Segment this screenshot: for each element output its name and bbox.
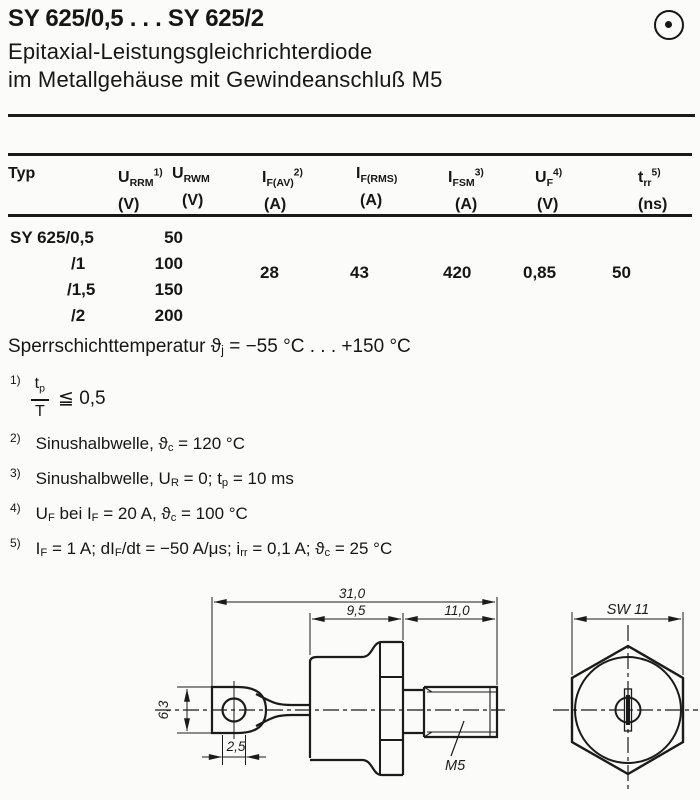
footnote-marker: 1)	[10, 373, 21, 387]
table-row-type: SY 625/0,5	[10, 228, 94, 247]
side-view	[155, 597, 505, 775]
subtitle-line-1: Epitaxial-Leistungsgleichrichterdiode	[8, 39, 373, 64]
hex-flange	[380, 643, 403, 774]
uf-value: 0,85	[523, 263, 557, 282]
table-row-type: /1	[71, 254, 86, 273]
urrm-value: 50	[164, 228, 183, 247]
thread-size-label: M5	[445, 758, 466, 774]
ifsm-value: 420	[443, 263, 472, 282]
footnote-3: $^{3)}$ Sinushalbwelle, $U_R = 0$; $t_p = 10$ ms	[10, 466, 294, 490]
package-drawing	[0, 585, 700, 800]
footnote-marker: 5)	[10, 536, 21, 550]
col-header-ifav: $I_{F(AV)}^{2)}$ (A)	[262, 168, 303, 214]
thread-leader-line	[451, 721, 464, 756]
diode-body	[310, 642, 403, 775]
col-header-trr: $t_{rr}^{5)}$ (ns)	[638, 168, 668, 214]
header-rule	[8, 114, 695, 117]
table-row-type: /1,5	[67, 280, 96, 299]
footnote-marker: 2)	[10, 431, 21, 445]
circled-dot-icon	[654, 10, 684, 40]
footnote-marker: 3)	[10, 466, 21, 480]
col-header-typ: Typ	[8, 165, 36, 182]
footnote-4: $^{4)}$ $U_F$ bei $I_F = 20$ A, $ϑ_c = 100$ °C	[10, 501, 248, 525]
footnote-5: $^{5)}$ $I_F = 1$ A; $dI_F/dt = -50$ A/μs; $i_{rr} = 0,1$ A; $ϑ_c = 25$ °C	[10, 536, 393, 560]
trr-value: 50	[612, 263, 631, 282]
urrm-value: 200	[154, 306, 183, 325]
dim-thread-length: 11,0	[444, 603, 470, 618]
col-header-ifsm: $I_{FSM}^{3)}$ (A)	[448, 168, 484, 214]
duty-cycle-fraction: $\frac{t_p}{T}$	[31, 374, 49, 421]
footnote-1: $^{1)}$ $\frac{t_p}{T}$ ≦ 0,5	[10, 373, 106, 421]
footnote-2: $^{2)}$ Sinushalbwelle, $ϑ_c = 120$ °C	[10, 431, 245, 455]
col-header-uf: $U_F^{4)}$ (V)	[535, 168, 563, 214]
threaded-stud	[403, 687, 497, 737]
ifrms-value: 43	[350, 263, 369, 282]
urrm-value: 150	[154, 280, 183, 299]
junction-temperature-line: Sperrschichttemperatur $ϑ_j = -55$ °C . . . +150 °C	[8, 336, 411, 358]
urrm-value: 100	[154, 254, 183, 273]
col-header-ifrms: $I_{F(RMS)}$ (A)	[356, 165, 398, 209]
dim-overall-length: 31,0	[338, 586, 366, 601]
end-view	[553, 612, 698, 793]
dim-body-length: 9,5	[346, 603, 366, 618]
dim-tab-height: 6,3	[156, 700, 171, 720]
col-header-urwm: $U_{RWM}$ (V)	[172, 165, 210, 209]
subtitle-line-2: im Metallgehäuse mit Gewindeanschluß M5	[8, 67, 443, 92]
page-title: SY 625/0,5 . . . SY 625/2	[8, 5, 264, 32]
footnote-marker: 4)	[10, 501, 21, 515]
table-row-type: /2	[71, 306, 86, 325]
table-rule-bottom	[8, 214, 692, 217]
dim-hole-diameter: 2,5	[226, 739, 246, 754]
ifav-value: 28	[260, 263, 279, 282]
wrench-size-label: SW 11	[606, 602, 650, 618]
table-rule-top	[8, 153, 692, 156]
col-header-urrm: $U_{RRM}^{1)}$ (V)	[118, 168, 163, 214]
